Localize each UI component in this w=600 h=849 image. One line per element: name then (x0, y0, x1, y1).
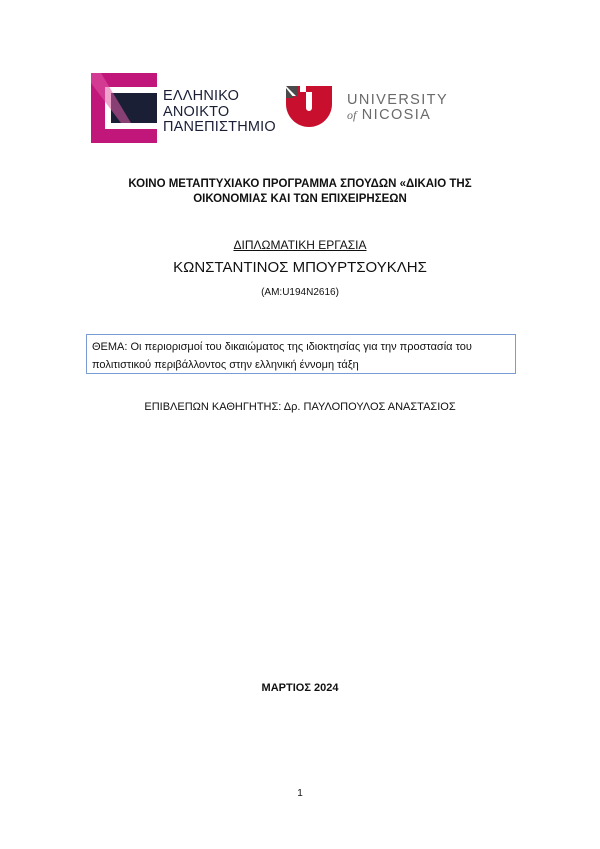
program-title-line-1: ΚΟΙΝΟ ΜΕΤΑΠΤΥΧΙΑΚΟ ΠΡΟΓΡΑΜΜΑ ΣΠΟΥΔΩΝ «ΔΙΚΑΙΟ ΤΗΣ (128, 178, 472, 190)
author-name: ΚΩΝΣΤΑΝΤΙΝΟΣ ΜΠΟΥΡΤΣΟΥΚΛΗΣ (173, 259, 427, 276)
university-of-nicosia-wordmark (347, 93, 448, 123)
supervisor: ΕΠΙΒΛΕΠΩΝ ΚΑΘΗΓΗΤΗΣ: Δρ. ΠΑΥΛΟΠΟΥΛΟΣ ΑΝΑΣΤΑΣΙΟΣ (144, 401, 456, 413)
thesis-type (0, 238, 600, 252)
eap-line-3: ΠΑΝΕΠΙΣΤΗΜΙΟ (163, 119, 276, 135)
topic-line-2: πολιτιστικού περιβάλλοντος στην ελληνική έννομη τάξη (92, 359, 359, 371)
hellenic-open-university-wordmark (163, 89, 276, 136)
eap-line-2: ΑΝΟΙΚΤΟ (163, 103, 230, 120)
hellenic-open-university-logo (91, 73, 157, 143)
university-of-nicosia-logo (286, 86, 332, 130)
unic-of: of (347, 108, 357, 122)
program-title-line-2: ΟΙΚΟΝΟΜΙΑΣ ΚΑΙ ΤΩΝ ΕΠΙΧΕΙΡΗΣΕΩΝ (193, 193, 407, 205)
topic-box (86, 334, 516, 374)
unic-nicosia: NICOSIA (361, 107, 432, 123)
date: ΜΑΡΤΙΟΣ 2024 (261, 682, 339, 694)
topic-line-1: ΘΕΜΑ: Οι περιορισμοί του δικαιώματος της ιδιοκτησίας για την προστασία του (92, 341, 472, 353)
program-title (0, 177, 600, 207)
unic-line-2 (347, 108, 448, 123)
unic-line-1: UNIVERSITY (347, 92, 449, 108)
page-number: 1 (297, 788, 303, 799)
student-id: (ΑΜ:U194N2616) (261, 287, 339, 298)
eap-line-1: ΕΛΛΗΝΙΚΟ (163, 88, 240, 104)
thesis-type-label: ΔΙΠΛΩΜΑΤΙΚΗ ΕΡΓΑΣΙΑ (233, 238, 367, 252)
